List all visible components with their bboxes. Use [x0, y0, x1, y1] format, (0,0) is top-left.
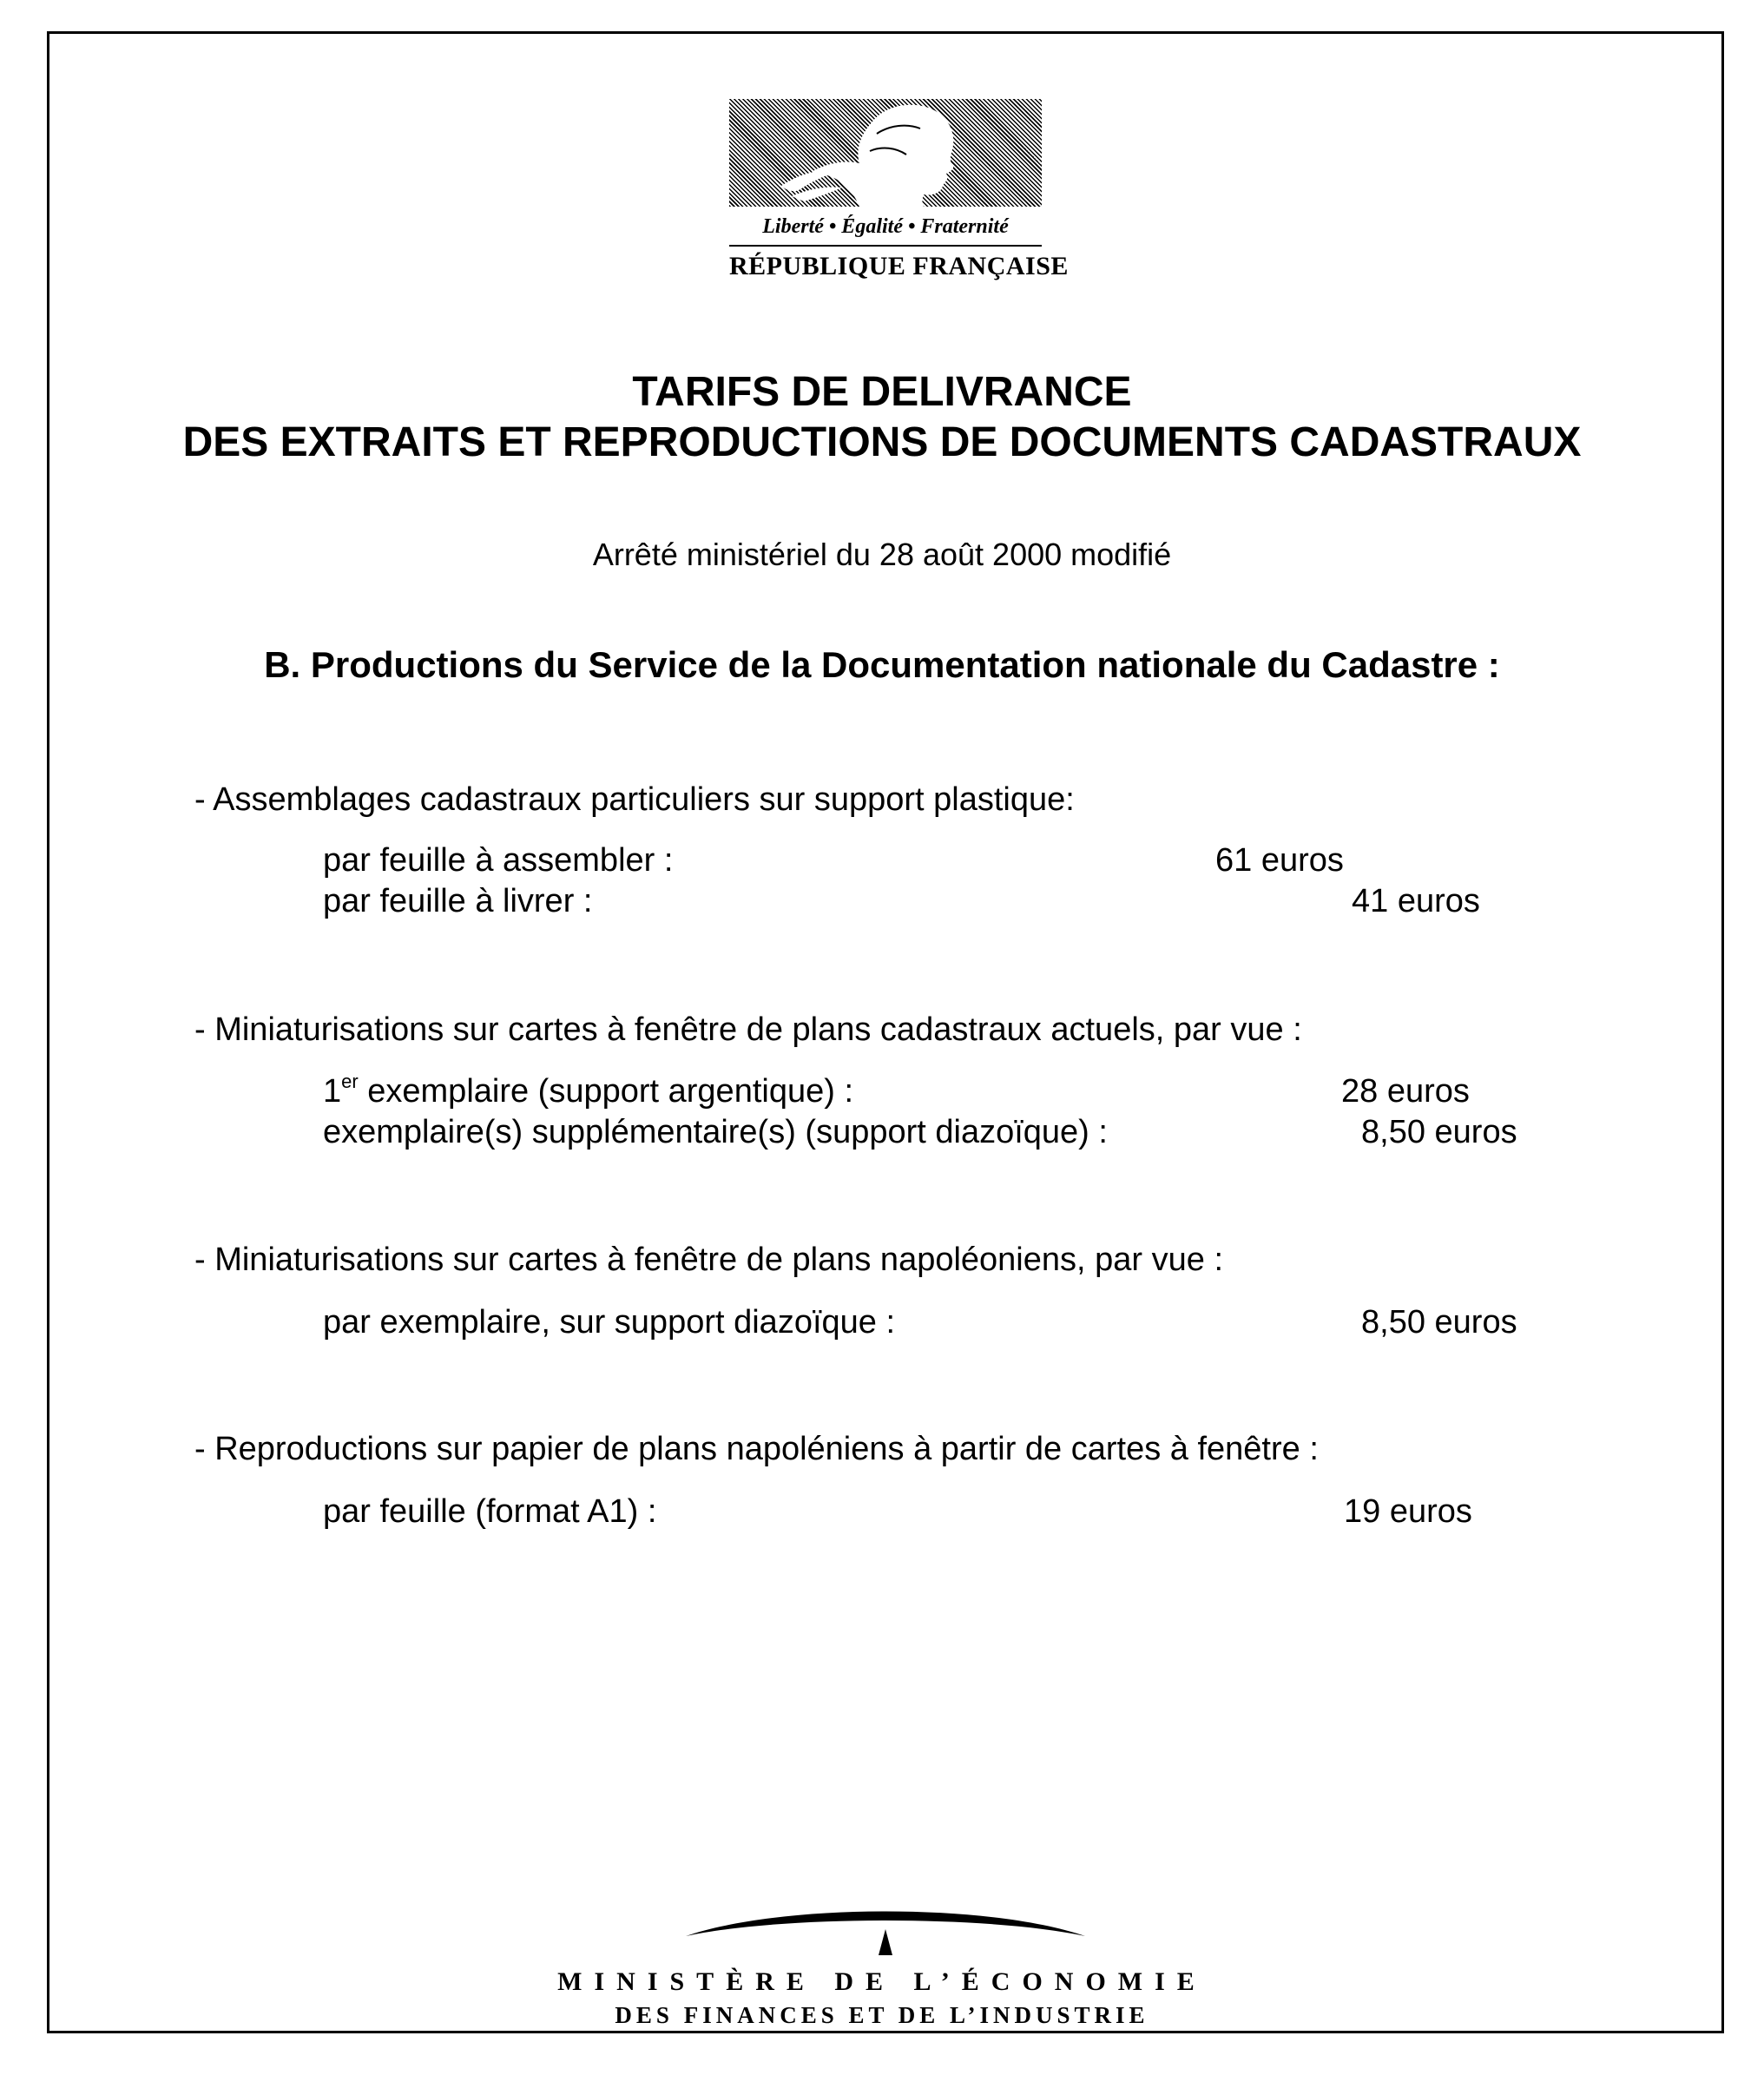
section-heading: B. Productions du Service de la Documentation nationale du Cadastre : — [264, 644, 1500, 685]
price-label-text: exemplaire (support argentique) : — [358, 1073, 853, 1110]
price-label: exemplaire(s) supplémentaire(s) (support diazoïque) : — [323, 1114, 1108, 1150]
price-value: 28 euros — [1341, 1073, 1470, 1110]
section-title-miniaturisations-napoleoniens: - Miniaturisations sur cartes à fenêtre de plans napoléoniens, par vue : — [194, 1242, 1223, 1278]
price-label: par feuille à assembler : — [323, 842, 674, 879]
marianne-logo — [729, 99, 1042, 207]
marianne-profile-icon — [729, 99, 1042, 207]
document-title-line2: DES EXTRAITS ET REPRODUCTIONS DE DOCUMENTS CADASTRAUX — [182, 419, 1582, 465]
republic-motto: Liberté • Égalité • Fraternité — [762, 215, 1009, 238]
price-label: par feuille (format A1) : — [323, 1493, 657, 1530]
republic-name: RÉPUBLIQUE FRANÇAISE — [729, 252, 1069, 280]
document-title-line1: TARIFS DE DELIVRANCE — [632, 369, 1132, 415]
logo-divider — [729, 245, 1042, 247]
ordinal-suffix: er — [341, 1071, 359, 1092]
ministry-name-line2: DES FINANCES ET DE L’INDUSTRIE — [615, 2002, 1149, 2028]
price-value: 41 euros — [1352, 883, 1480, 919]
price-value: 8,50 euros — [1361, 1304, 1517, 1341]
section-title-miniaturisations-actuels: - Miniaturisations sur cartes à fenêtre de plans cadastraux actuels, par vue : — [194, 1011, 1302, 1048]
decree-reference: Arrêté ministériel du 28 août 2000 modifié — [592, 537, 1172, 572]
section-title-reproductions: - Reproductions sur papier de plans napoléniens à partir de cartes à fenêtre : — [194, 1431, 1319, 1467]
section-title-assemblages: - Assemblages cadastraux particuliers sur support plastique: — [194, 781, 1075, 818]
price-label: par exemplaire, sur support diazoïque : — [323, 1304, 896, 1341]
price-value: 8,50 euros — [1361, 1114, 1517, 1150]
price-label: par feuille à livrer : — [323, 883, 593, 919]
price-value: 19 euros — [1344, 1493, 1472, 1530]
price-label — [323, 1073, 853, 1110]
ministry-name-line1: MINISTÈRE DE L’ÉCONOMIE — [557, 1967, 1207, 1996]
ordinal-number: 1 — [323, 1073, 342, 1110]
ministry-arc-logo — [677, 1898, 1094, 1959]
price-value: 61 euros — [1215, 842, 1344, 879]
